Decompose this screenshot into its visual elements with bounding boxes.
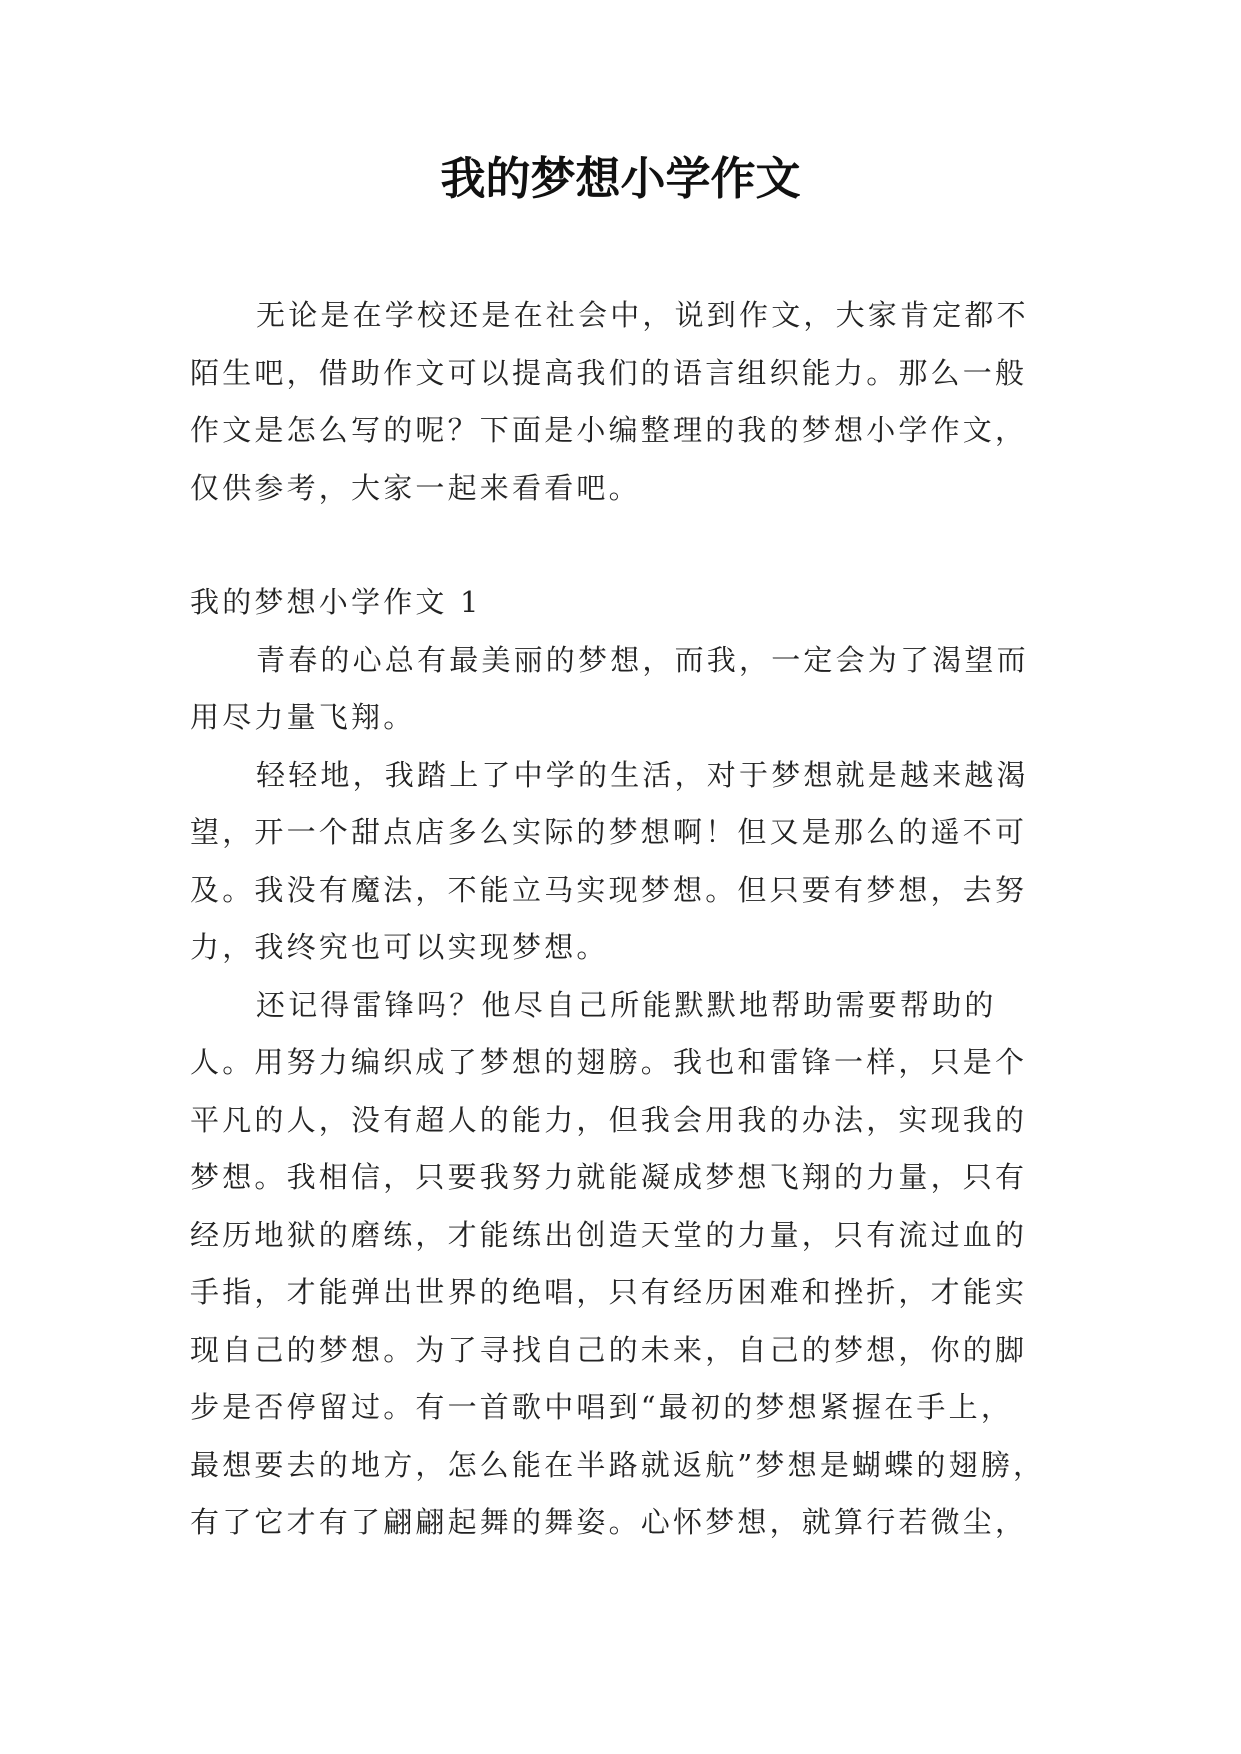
- paragraph-1-line: 青春的心总有最美丽的梦想，而我，一定会为了渴望而: [256, 642, 1029, 677]
- paragraph-2-line: 及。我没有魔法，不能立马实现梦想。但只要有梦想，去努: [190, 872, 1028, 907]
- paragraph-3-line: 手指，才能弹出世界的绝唱，只有经历困难和挫折，才能实: [190, 1275, 1028, 1309]
- section-heading: 我的梦想小学作文 1: [190, 585, 482, 619]
- intro-line: 无论是在学校还是在社会中，说到作文，大家肯定都不: [256, 298, 1029, 332]
- document-title: 我的梦想小学作文: [440, 152, 801, 205]
- paragraph-3-line: 有了它才有了翩翩起舞的舞姿。心怀梦想，就算行若微尘，: [190, 1505, 1028, 1539]
- intro-line: 陌生吧，借助作文可以提高我们的语言组织能力。那么一般: [190, 355, 1028, 390]
- paragraph-2-line: 望，开一个甜点店多么实际的梦想啊！但又是那么的遥不可: [190, 815, 1028, 849]
- paragraph-3-line: 平凡的人，没有超人的能力，但我会用我的办法，实现我的: [190, 1102, 1028, 1137]
- paragraph-2-line: 轻轻地，我踏上了中学的生活，对于梦想就是越来越渴: [256, 757, 1029, 792]
- paragraph-3-line: 梦想。我相信，只要我努力就能凝成梦想飞翔的力量，只有: [190, 1160, 1028, 1194]
- paragraph-1-line: 用尽力量飞翔。: [190, 700, 416, 734]
- paragraph-3-line: 经历地狱的磨练，才能练出创造天堂的力量，只有流过血的: [190, 1217, 1028, 1252]
- essay-section-1: [190, 574, 1056, 1552]
- intro-paragraph: [190, 287, 1056, 517]
- intro-line: 仅供参考，大家一起来看看吧。: [190, 470, 641, 505]
- paragraph-3-line: 现自己的梦想。为了寻找自己的未来，自己的梦想，你的脚: [190, 1332, 1028, 1367]
- paragraph-3-line: 步是否停留过。有一首歌中唱到“最初的梦想紧握在手上，: [190, 1390, 1014, 1424]
- paragraph-3-line: 人。用努力编织成了梦想的翅膀。我也和雷锋一样，只是个: [190, 1045, 1028, 1079]
- paragraph-2-line: 力，我终究也可以实现梦想。: [190, 930, 609, 964]
- intro-line: 作文是怎么写的呢？下面是小编整理的我的梦想小学作文，: [190, 413, 1028, 447]
- paragraph-3-line: 最想要去的地方，怎么能在半路就返航”梦想是蝴蝶的翅膀，: [190, 1447, 1046, 1482]
- paragraph-3-line: 还记得雷锋吗？他尽自己所能默默地帮助需要帮助的: [256, 987, 997, 1022]
